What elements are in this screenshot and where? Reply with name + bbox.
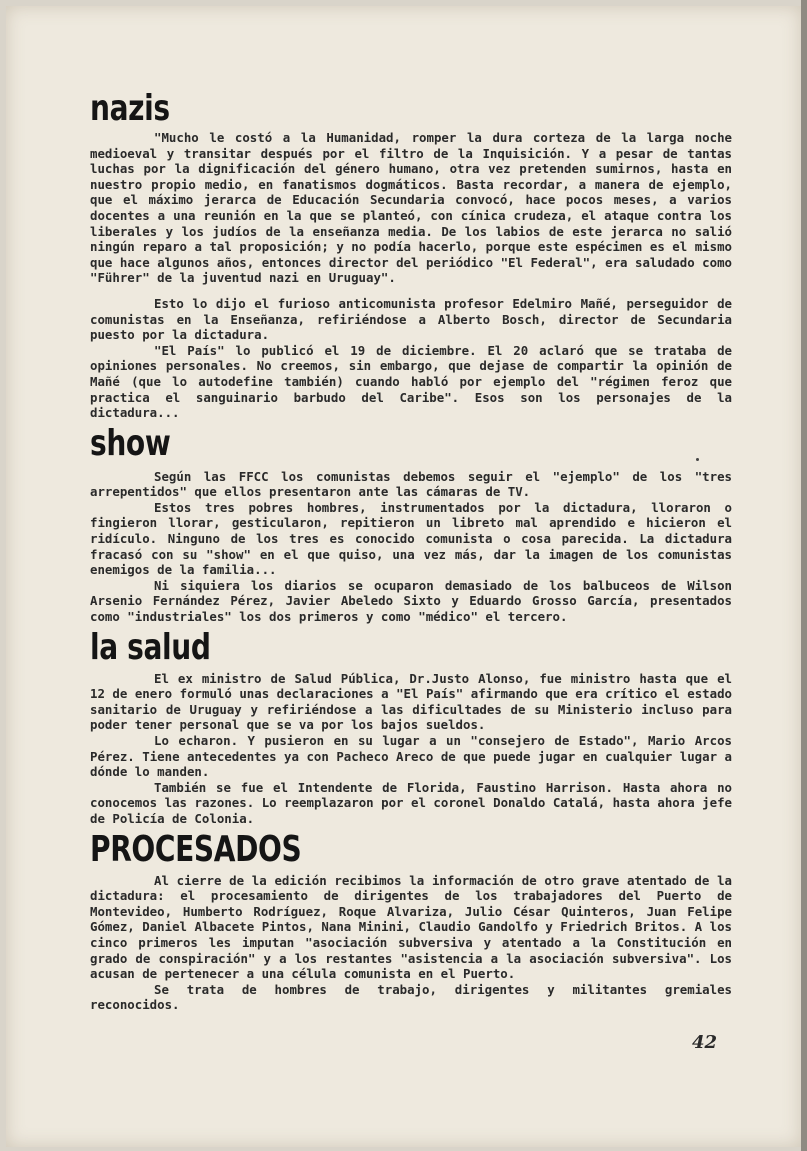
section-nazis bbox=[90, 90, 732, 421]
paragraph: Estos tres pobres hombres, instrumentados por la dictadura, lloraron o fingieron llorar, gesticularon, repitieron un libreto mal aprendido e hicieron el ridículo. Ninguno de los tres es conocido comunista o cosa parecida. La dictadura fracasó con su "show" en el que quiso, una vez más, dar la imagen de los comunistas enemigos de la familia... bbox=[90, 499, 732, 578]
headline-procesados: PROCESADOS bbox=[90, 828, 302, 870]
page-edge bbox=[801, 0, 807, 1151]
headline-la-salud: la salud bbox=[90, 626, 211, 668]
paragraph: Ni siquiera los diarios se ocuparon demasiado de los balbuceos de Wilson Arsenio Fernández Pérez, Javier Abeledo Sixto y Eduardo Grosso García, presentados como "industriales" los dos primeros y como "médico" el tercero. bbox=[90, 577, 732, 625]
paragraph: "Mucho le costó a la Humanidad, romper la dura corteza de la larga noche medioeval y transitar después por el filtro de la Inquisición. Y a pesar de tantas luchas por la dignificación del género humano, otra vez pretenden sumirnos, hasta en nuestro propio medio, en fanatismos dogmáticos. Basta recordar, a manera de ejemplo, que el máximo jerarca de Educación Secundaria convocó, hace pocos meses, a varios docentes a una reunión en la que se planteó, con cínica crudeza, el ataque contra los liberales y los judíos de la enseñanza media. De los labios de este jerarca no salió ningún reparo a tal proposición; y no podía hacerlo, porque este espécimen es el mismo que hace algunos años, entonces director del periódico "El Federal", era saludado como "Führer" de la juventud nazi en Uruguay". bbox=[90, 130, 732, 286]
section-procesados bbox=[90, 828, 732, 1013]
paragraph: Según las FFCC los comunistas debemos seguir el "ejemplo" de los "tres arrepentidos" que ellos presentaron ante las cámaras de TV. bbox=[90, 468, 732, 500]
document-page bbox=[6, 6, 801, 1147]
paragraph: También se fue el Intendente de Florida, Faustino Harrison. Hasta ahora no conocemos las razones. Lo reemplazaron por el coronel Donaldo Catalá, hasta ahora jefe de Policía de Colonia. bbox=[90, 779, 732, 826]
paragraph: "El País" lo publicó el 19 de diciembre. El 20 aclaró que se trataba de opiniones personales. No creemos, sin embargo, que dejase de compartir la opinión de Mañé (que lo autodefine también) cuando habló por ejemplo del "régimen feroz que practica el sanguinario barbudo del Caribe". Esos son los personajes de la dictadura... bbox=[90, 342, 732, 421]
paragraph: Lo echaron. Y pusieron en su lugar a un "consejero de Estado", Mario Arcos Pérez. Tiene antecedentes ya con Pacheco Areco de que puede jugar en cualquier lugar a dónde lo manden. bbox=[90, 733, 732, 780]
headline-nazis: nazis bbox=[90, 88, 170, 129]
paragraph: Se trata de hombres de trabajo, dirigentes y militantes gremiales reconocidos. bbox=[90, 981, 732, 1013]
article-content bbox=[90, 90, 732, 1017]
paragraph: Esto lo dijo el furioso anticomunista profesor Edelmiro Mañé, perseguidor de comunistas en la Enseñanza, refiriéndose a Alberto Bosch, director de Secundaria puesto por la dictadura. bbox=[90, 295, 732, 343]
section-show bbox=[90, 422, 732, 625]
ink-speck bbox=[696, 458, 699, 461]
section-la-salud bbox=[90, 626, 732, 827]
paragraph: Al cierre de la edición recibimos la información de otro grave atentado de la dictadura: el procesamiento de dirigentes de los trabajadores del Puerto de Montevideo, Humberto Rodríguez, Roque Alvariza, Julio César Quinteros, Juan Felipe Gómez, Daniel Albacete Pintos, Nana Minini, Claudio Gandolfo y Friedrich Britos. A los cinco primeros les imputan "asociación subversiva y atentado a la Constitución en grado de conspiración" y a los restantes "asistencia a la asociación subversiva". Los acusan de pertenecer a una célula comunista en el Puerto. bbox=[90, 872, 732, 982]
headline-show: show bbox=[90, 422, 171, 464]
paragraph: El ex ministro de Salud Pública, Dr.Justo Alonso, fue ministro hasta que el 12 de enero formuló unas declaraciones a "El País" afirmando que era crítico el estado sanitario de Uruguay y refiriéndose a las dificultades de su Ministerio incluso para poder tener personal que se va por los bajos sueldos. bbox=[90, 670, 732, 733]
page-number: 42 bbox=[692, 1032, 718, 1053]
